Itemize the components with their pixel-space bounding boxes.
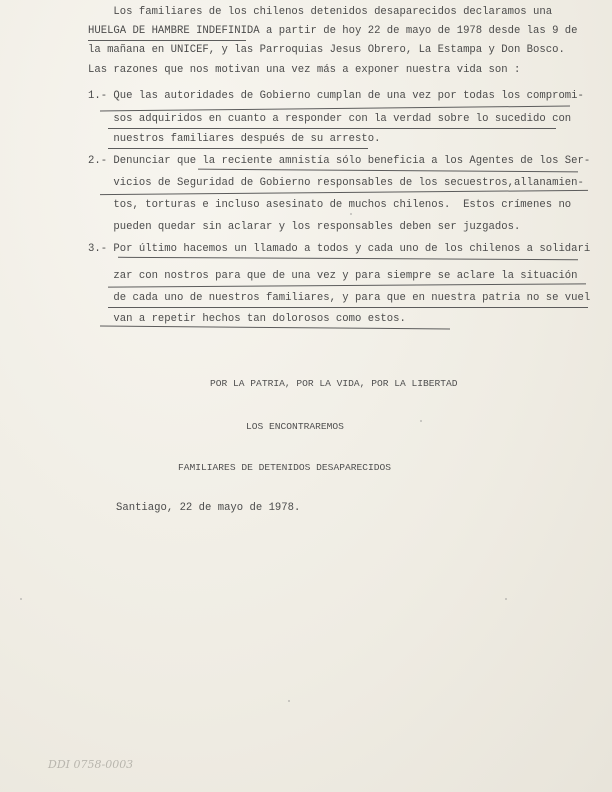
closing-slogan: LOS ENCONTRAREMOS	[246, 421, 344, 432]
paper-speck	[505, 598, 507, 600]
handwritten-archive-note: DDI 0758-0003	[48, 758, 134, 771]
point-2-line-1: 2.- Denunciar que la reciente amnistía sólo beneficia a los Agentes de los Ser-	[88, 155, 591, 167]
underline-stroke	[118, 257, 578, 260]
point-1-line-2: sos adquiridos en cuanto a responder con la verdad sobre lo sucedido con	[88, 113, 572, 125]
intro-line-4: Las razones que nos motivan una vez más a exponer nuestra vida son :	[88, 64, 521, 76]
underline-stroke	[108, 148, 368, 149]
point-3-line-3: de cada uno de nuestros familiares, y para que en nuestra patria no se vuel	[88, 292, 591, 304]
point-2-line-2: vicios de Seguridad de Gobierno responsables de los secuestros,allanamien-	[88, 177, 584, 189]
point-1-line-3: nuestros familiares después de su arresto.	[88, 133, 381, 145]
point-1-line-1: 1.- Que las autoridades de Gobierno cumplan de una vez por todas los compromi-	[88, 90, 584, 102]
underline-stroke	[198, 169, 578, 173]
place-and-date: Santiago, 22 de mayo de 1978.	[116, 502, 301, 514]
point-2-line-4: pueden quedar sin aclarar y los responsables deben ser juzgados.	[88, 221, 521, 233]
point-3-line-2: zar con nostros para que de una vez y para siempre se aclare la situación	[88, 270, 578, 282]
underline-stroke	[108, 128, 556, 129]
point-3-line-1: 3.- Por último hacemos un llamado a todos y cada uno de los chilenos a solidari	[88, 243, 591, 255]
intro-line-3: la mañana en UNICEF, y las Parroquias Jesus Obrero, La Estampa y Don Bosco.	[88, 44, 565, 56]
paper-speck	[20, 598, 22, 600]
point-3-line-4: van a repetir hechos tan dolorosos como estos.	[88, 313, 406, 325]
underline-stroke	[108, 283, 586, 287]
underline-stroke	[100, 190, 588, 195]
underline-stroke	[100, 325, 450, 329]
paper-speck	[288, 700, 290, 702]
paper-speck	[350, 213, 352, 215]
closing-motto: POR LA PATRIA, POR LA VIDA, POR LA LIBERTAD	[210, 378, 458, 389]
paper-speck	[420, 420, 422, 422]
underline-stroke	[100, 106, 570, 112]
closing-signature: FAMILIARES DE DETENIDOS DESAPARECIDOS	[178, 462, 392, 473]
intro-line-1: Los familiares de los chilenos detenidos desaparecidos declaramos una	[88, 6, 553, 18]
intro-line-2: HUELGA DE HAMBRE INDEFINIDA a partir de hoy 22 de mayo de 1978 desde las 9 de	[88, 25, 578, 37]
underline-stroke	[88, 40, 246, 41]
underline-stroke	[108, 307, 588, 308]
point-2-line-3: tos, torturas e incluso asesinato de muchos chilenos. Estos crímenes no	[88, 199, 572, 211]
